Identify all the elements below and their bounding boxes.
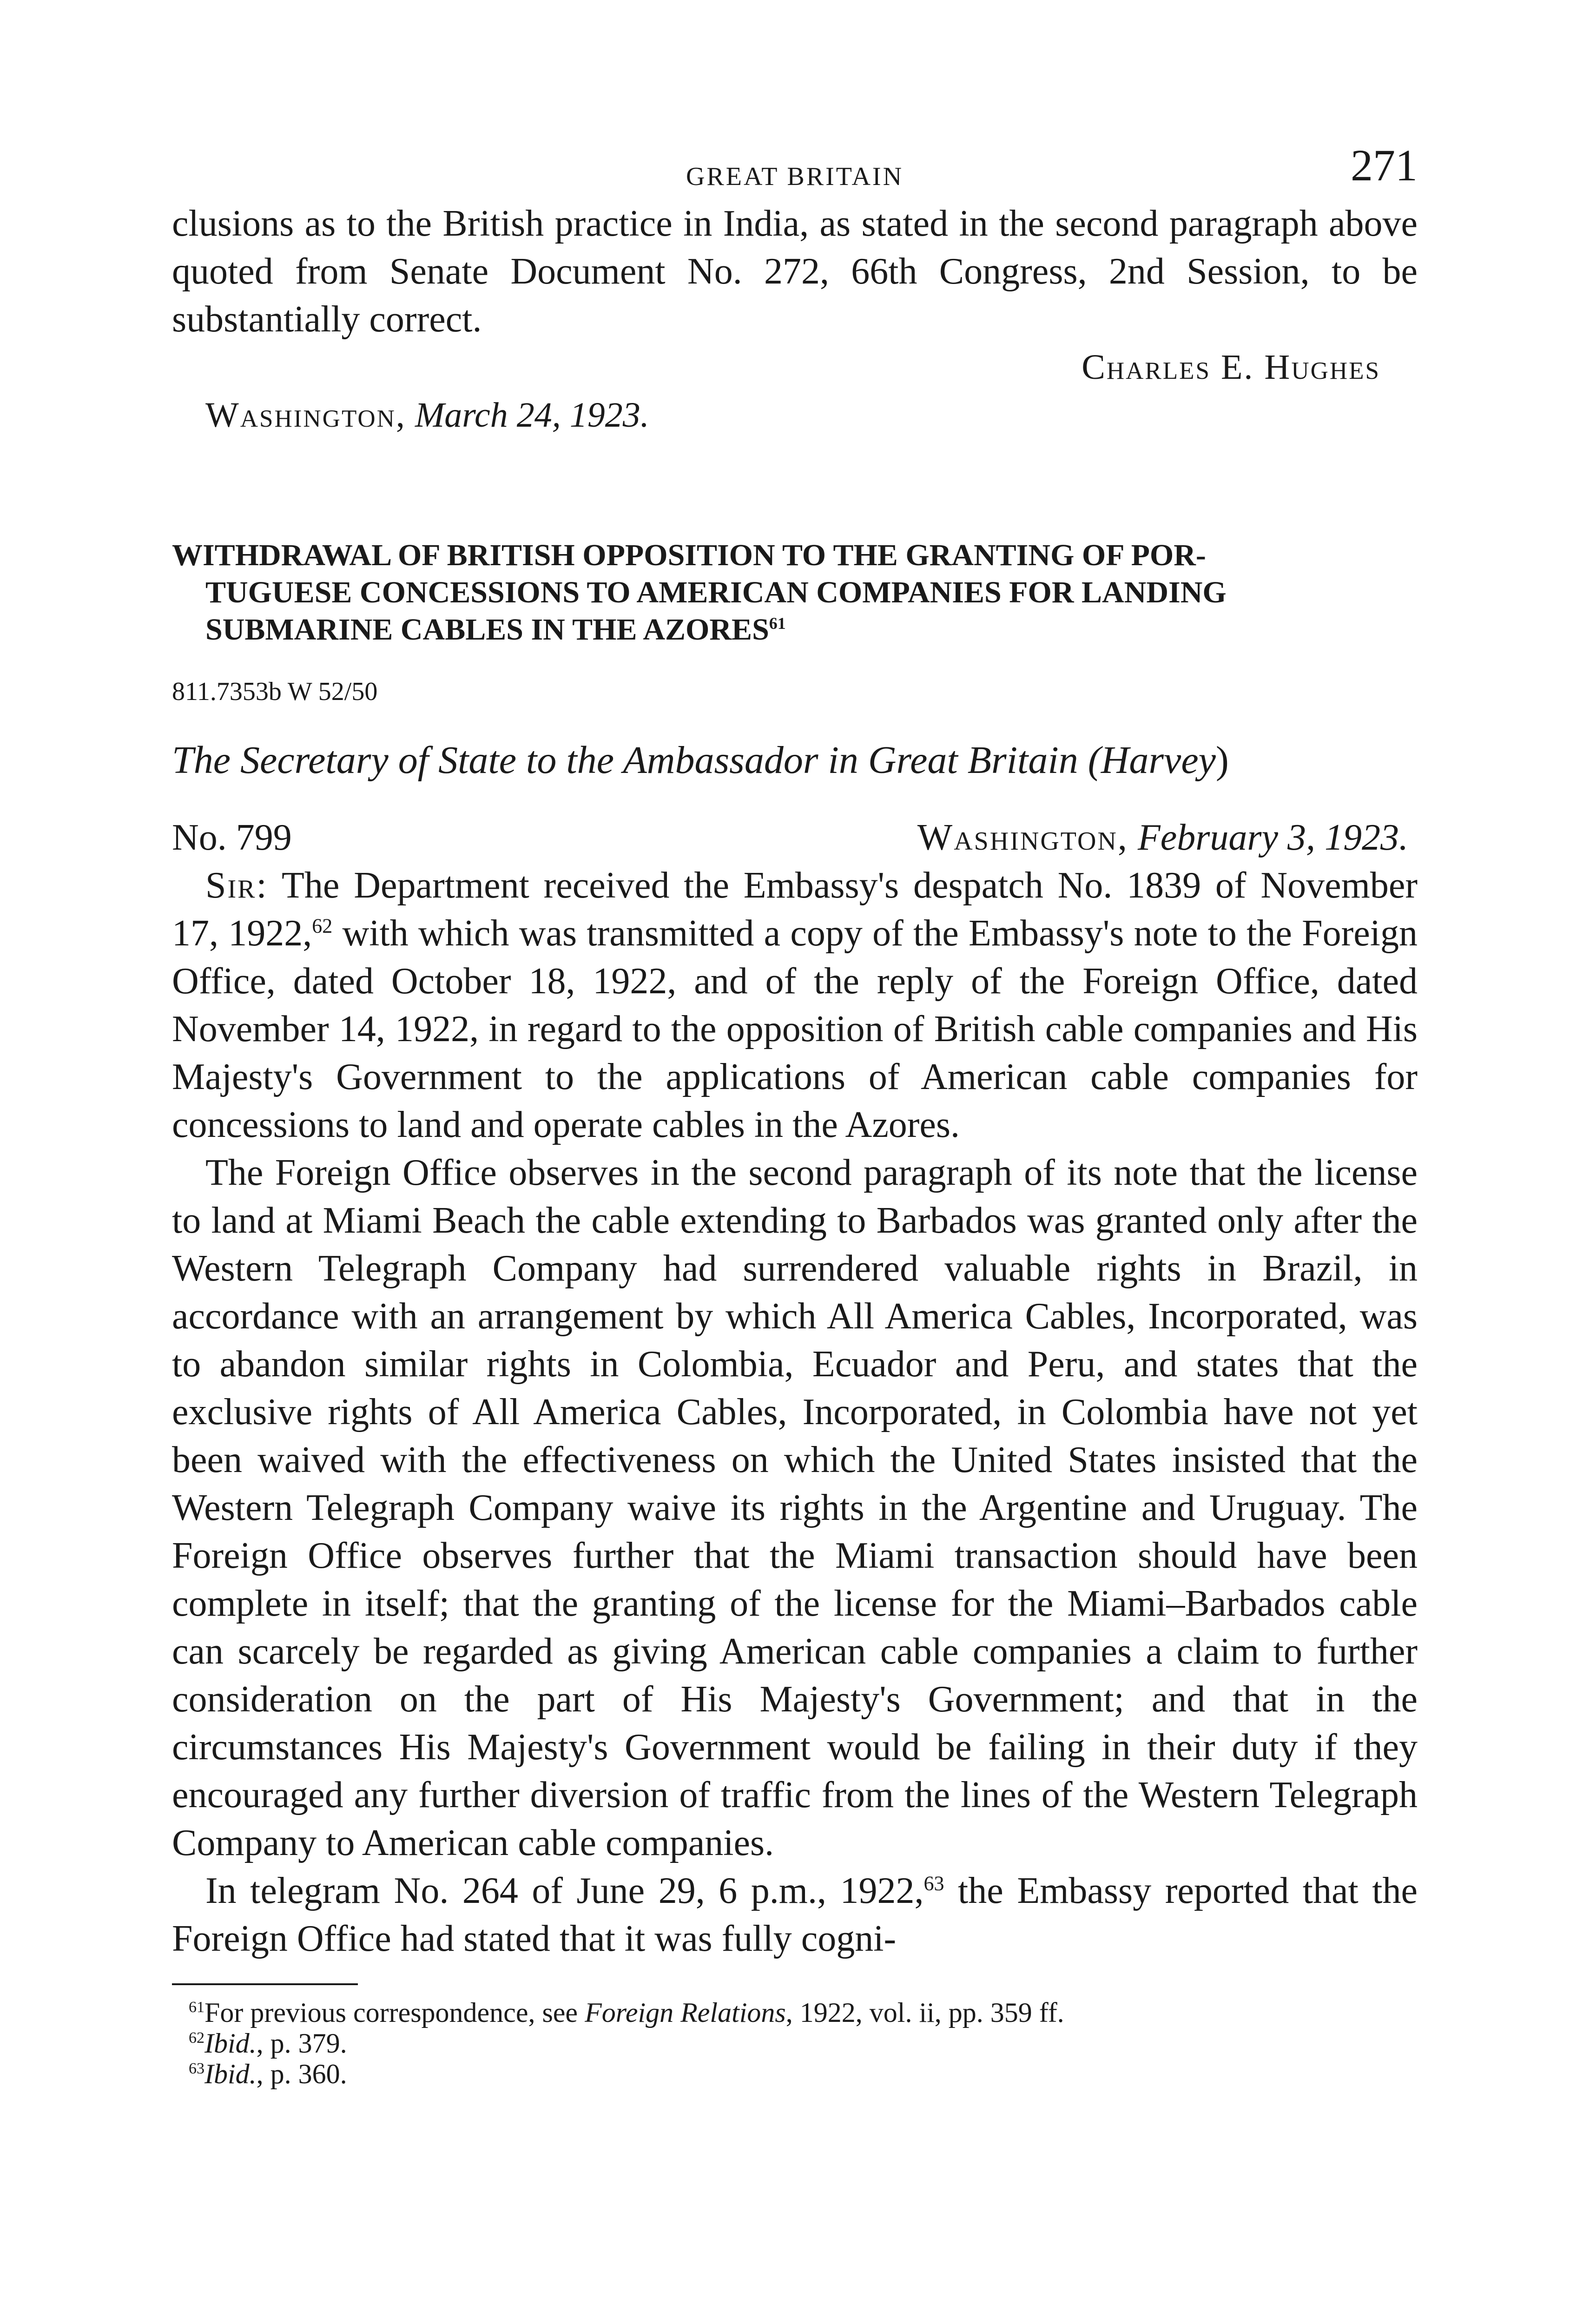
document-page [172, 139, 1418, 2089]
salutation: Sir: [205, 865, 268, 906]
footnote-divider [172, 1983, 358, 1985]
dateline-date: February 3, 1923. [1137, 817, 1408, 858]
body-paragraph-1 [172, 862, 1418, 1149]
document-title-suffix: ) [1215, 739, 1229, 782]
footnote-text: For previous correspondence, see [204, 1997, 585, 2028]
date: March 24, 1923. [415, 396, 649, 435]
footnote-italic: Foreign Relations [585, 1997, 786, 2028]
place: Washington, [205, 396, 406, 435]
footnote-text: , p. 379. [256, 2028, 347, 2059]
section-heading [172, 537, 1418, 648]
heading-line: TUGUESE CONCESSIONS TO AMERICAN COMPANIES FOR LANDING [205, 575, 1227, 609]
footnote-61 [189, 1997, 1418, 2028]
footnote-text: , 1922, vol. ii, pp. 359 ff. [785, 1997, 1064, 2028]
footnote-italic: Ibid. [204, 2028, 257, 2059]
footnote-mark: 62 [189, 2029, 204, 2047]
body-paragraph-3 [172, 1867, 1418, 1963]
running-head [172, 139, 1418, 200]
signature: Charles E. Hughes [1082, 348, 1380, 387]
heading-line-last [172, 611, 1418, 648]
running-title: GREAT BRITAIN [686, 162, 904, 191]
footnote-text: , p. 360. [256, 2059, 347, 2089]
despatch-number: No. 799 [172, 817, 292, 858]
body-paragraph-2: The Foreign Office observes in the second paragraph of its note that the license to land at Miami Beach the cable extending to Barbados was granted only after the Western Telegraph Company had surrendered valuable rights in Brazil, in accordance with an arrangement by which All America Cables, Incorporated, was to abandon similar rights in Colombia, Ecuador and Peru, and states that the exclusive rights of All America Cables, Incorporated, in Colombia have not yet been waived with the effectiveness on which the United States insisted that the Western Telegraph Company waive its rights in the Argentine and Uruguay. The Foreign Office observes further that the Miami transaction should have been complete in itself; that the granting of the license for the Miami–Barbados cable can scarcely be regarded as giving American cable companies a claim to further consideration on the part of His Majesty's Government; and that in the circumstances His Majesty's Government would be failing in their duty if they encouraged any further diversion of traffic from the lines of the Western Telegraph Company to American cable companies. [172, 1152, 1418, 1863]
body-text: In telegram No. 264 of June 29, 6 p.m., 1922, [205, 1870, 924, 1911]
file-number: 811.7353b W 52/50 [172, 677, 378, 706]
continuation-paragraph: clusions as to the British practice in India, as stated in the second paragraph above quoted from Senate Document No. 272, 66th Congress, 2nd Session, to be substantially correct. [172, 203, 1418, 340]
dateline [172, 814, 1418, 862]
footnote-63 [189, 2059, 1418, 2089]
footnotes [172, 1997, 1418, 2089]
body-text: The Department received the Embassy's despatch No. 1839 of November 17, 1922, [172, 865, 1418, 954]
footnote-ref: 62 [312, 914, 333, 938]
place-date [172, 391, 1418, 439]
page-number: 271 [1351, 140, 1418, 190]
heading-line: WITHDRAWAL OF BRITISH OPPOSITION TO THE GRANTING OF POR- [172, 538, 1206, 572]
body-text: the Embassy reported that the Foreign Office had stated that it was fully cogni- [172, 1870, 1418, 1959]
dateline-place-date [917, 814, 1408, 862]
footnote-ref: 61 [769, 614, 786, 633]
footnote-mark: 61 [189, 1999, 204, 2016]
footnote-mark: 63 [189, 2060, 204, 2077]
dateline-place: Washington, [917, 817, 1128, 858]
body-text: with which was transmitted a copy of the Embassy's note to the Foreign Office, dated October 18, 1922, and of the reply of the Foreign Office, dated November 14, 1922, in regard to the opposition of British cable companies and His Majesty's Government to the applications of American cable companies for concessions to land and operate cables in the Azores. [172, 913, 1418, 1145]
document-title-name: Harvey [1101, 739, 1216, 782]
footnote-62 [189, 2028, 1418, 2059]
document-title [172, 735, 1418, 786]
footnote-italic: Ibid. [204, 2059, 257, 2089]
footnote-ref: 63 [923, 1872, 944, 1895]
document-title-prefix: The Secretary of State to the Ambassador in Great Britain ( [172, 739, 1101, 782]
heading-line-text: SUBMARINE CABLES IN THE AZORES [205, 613, 769, 647]
letter-body [172, 862, 1418, 1963]
